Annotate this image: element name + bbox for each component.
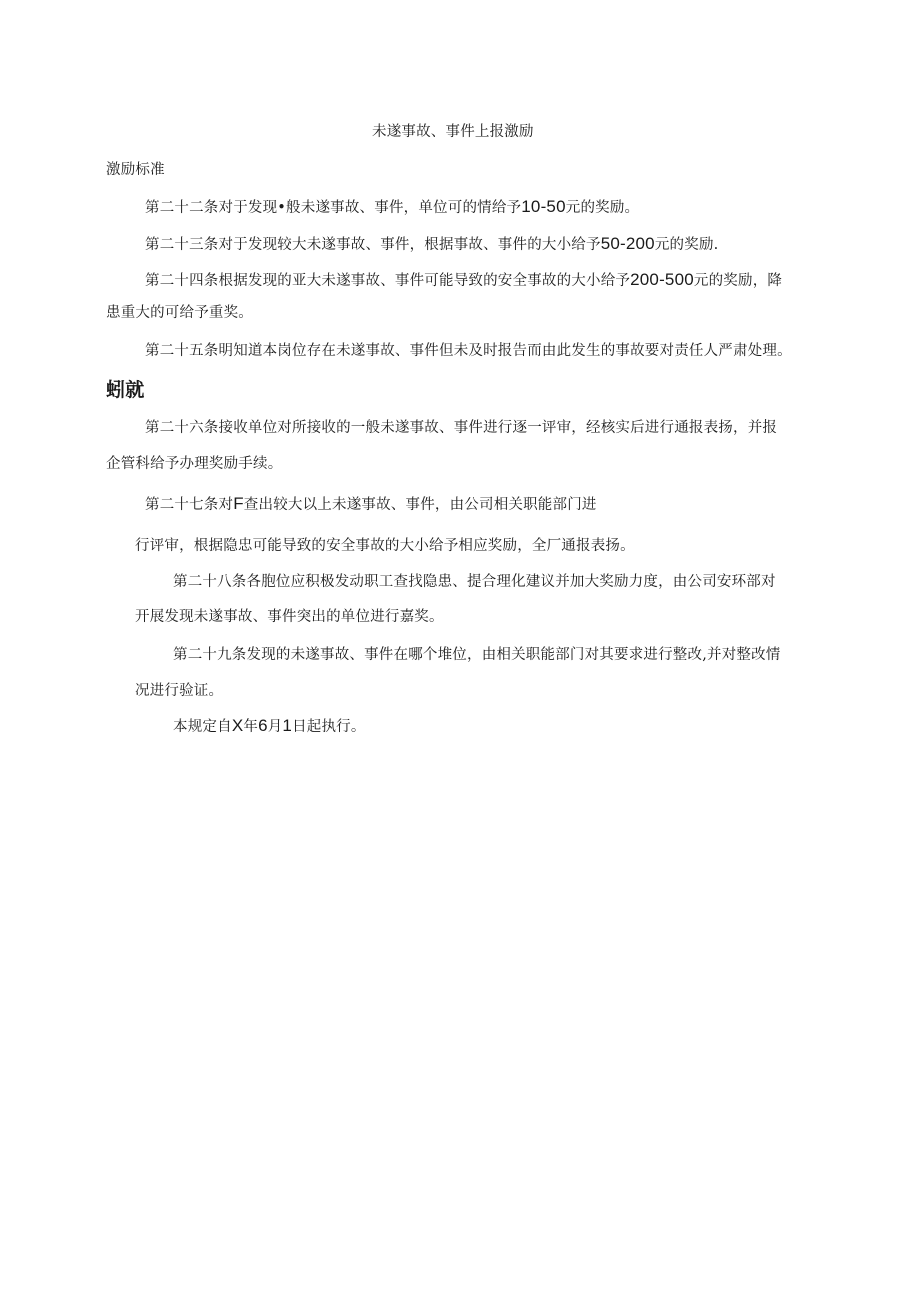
article-24-text: 第二十四条根据发现的亚大未遂事故、事件可能导致的安全事故的大小给予 <box>145 273 631 289</box>
article-23-text: 第二十三条对于发现较大未遂事故、事件，根据事故、事件的大小给予 <box>145 237 601 253</box>
article-23 <box>145 234 718 255</box>
article-24-amount: 200-500 <box>630 270 694 289</box>
article-25: 第二十五条明知道本岗位存在未遂事故、事件但未及时报告而由此发生的事故要对责任人严肃处理。 <box>145 343 792 359</box>
effective-year-unit: 年 <box>243 719 259 735</box>
article-28-continued: 开展发现未遂事故、事件突出的单位进行嘉奖。 <box>135 609 444 625</box>
effective-year: X <box>231 716 244 735</box>
article-23-suffix: 元的奖励. <box>654 237 719 253</box>
effective-month-unit: 月 <box>267 719 283 735</box>
article-27-letter: F <box>233 494 244 513</box>
effective-day: 1 <box>282 716 293 735</box>
article-22-amount: 10-50 <box>521 197 566 216</box>
article-22-text: 第二十二条对于发现•般未遂事故、事件，单位可的情给予 <box>145 200 522 216</box>
article-23-amount: 50-200 <box>600 234 655 253</box>
article-29-continued: 况进行验证。 <box>135 683 224 699</box>
section-heading-procedure: 蚓就 <box>106 379 145 401</box>
article-27-text: 第二十七条对 <box>145 497 234 513</box>
effective-month: 6 <box>258 716 268 735</box>
article-27 <box>145 494 597 515</box>
section-heading-standard: 激励标准 <box>106 162 165 178</box>
article-24 <box>145 270 782 291</box>
article-24-continued: 患重大的可给予重奖。 <box>106 305 253 321</box>
article-27-suffix: 查出较大以上未遂事故、事件，由公司相关职能部门进 <box>243 497 597 513</box>
effective-date-suffix: 日起执行。 <box>292 719 366 735</box>
article-24-suffix: 元的奖励，降 <box>693 273 783 289</box>
article-26-continued: 企管科给予办理奖励手续。 <box>106 456 283 472</box>
article-27-continued: 行评审，根据隐忠可能导致的安全事故的大小给予相应奖励，全厂通报表扬。 <box>135 538 635 554</box>
article-22-suffix: 元的奖励。 <box>565 200 640 216</box>
document-title: 未遂事故、事件上报激励 <box>372 124 534 140</box>
article-26: 第二十六条接收单位对所接收的一般未遂事故、事件进行逐一评审，经核实后进行通报表扬，并报 <box>145 420 778 436</box>
article-28: 第二十八条各胞位应积极发动职工查找隐患、提合理化建议并加大奖励力度，由公司安环部对 <box>173 574 776 590</box>
article-22 <box>145 197 639 218</box>
article-29: 第二十九条发现的未遂事故、事件在哪个堆位，由相关职能部门对其要求进行整改,并对整改情 <box>173 647 781 663</box>
effective-date <box>173 716 366 737</box>
effective-date-prefix: 本规定自 <box>173 719 232 735</box>
